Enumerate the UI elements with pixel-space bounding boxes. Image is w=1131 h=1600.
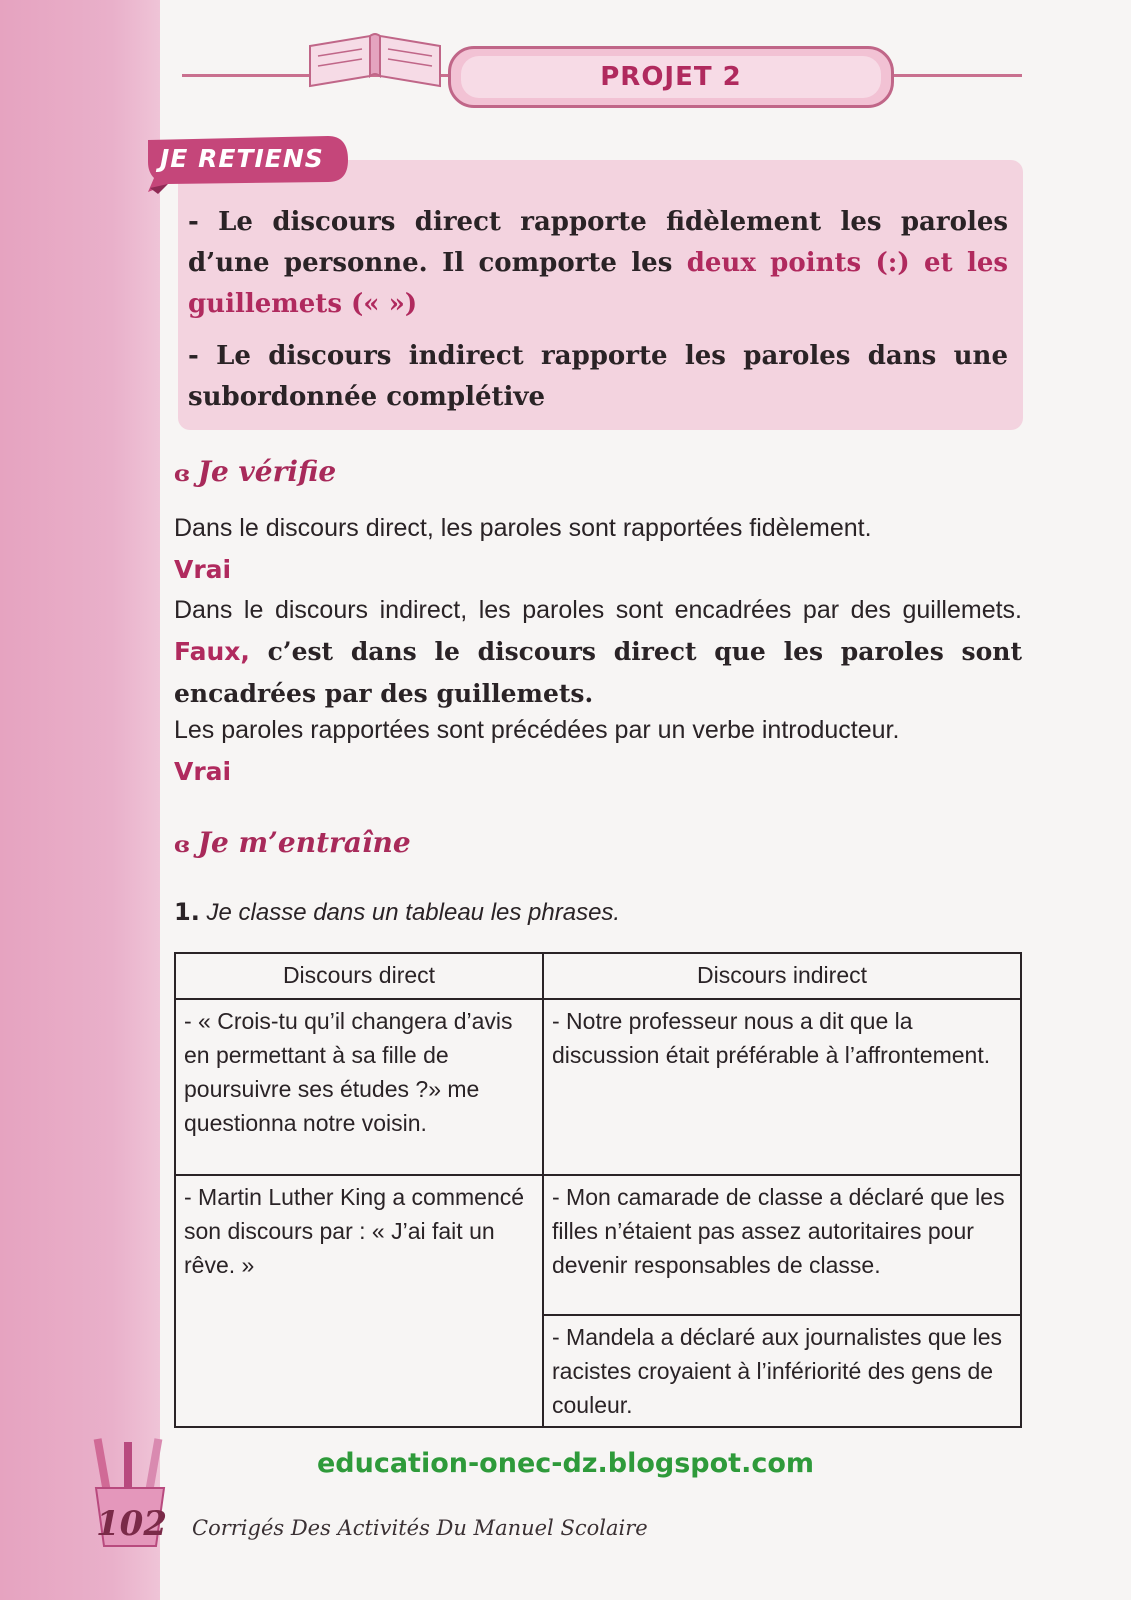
rule-indirect: - Le discours indirect rapporte les paroles dans une subordonnée complétive xyxy=(188,341,1008,412)
verifie-a1: Vrai xyxy=(174,555,232,584)
table-cell-indirect: - Mon camarade de classe a déclaré que les filles n’étaient pas assez autoritaires pour devenir responsables de classe. xyxy=(543,1175,1021,1315)
section-entraine xyxy=(174,826,411,859)
section-verifie-title: Je vérifie xyxy=(197,455,337,488)
project-title: PROJET 2 xyxy=(600,62,742,92)
exercise-text: Je classe dans un tableau les phrases. xyxy=(206,899,621,926)
table-header-row xyxy=(175,953,1021,999)
retiens-tag xyxy=(148,132,358,194)
table-cell-direct: - « Crois-tu qu’il changera d’avis en permettant à sa fille de poursuivre ses études ?» me questionna notre voisin. xyxy=(175,999,543,1175)
verifie-item-3 xyxy=(174,710,1022,792)
ornament-icon: ɞ xyxy=(174,461,190,487)
table-cell-indirect: - Notre professeur nous a dit que la discussion était préférable à l’affrontement. xyxy=(543,999,1021,1175)
verifie-a2-label: Faux, xyxy=(174,637,250,666)
rule-direct xyxy=(188,202,1008,325)
exercise-number: 1. xyxy=(174,898,200,926)
classification-table xyxy=(174,952,1022,1428)
section-entraine-title: Je m’entraîne xyxy=(197,826,411,859)
project-banner xyxy=(448,46,894,108)
table-cell-indirect: - Mandela a déclaré aux journalistes que les racistes croyaient à l’infériorité des gens de couleur. xyxy=(543,1315,1021,1427)
rule-direct-highlight: deux points (:) et les guillemets (« ») xyxy=(188,248,1008,319)
footer-note: Corrigés Des Activités Du Manuel Scolaire xyxy=(192,1516,648,1540)
verifie-a2-text: c’est dans le discours direct que les paroles sont encadrées par des guillemets. xyxy=(174,637,1022,708)
open-book-icon xyxy=(300,26,450,96)
page-number: 102 xyxy=(96,1504,167,1544)
ornament-icon: ɞ xyxy=(174,832,190,858)
table-row xyxy=(175,1175,1021,1315)
table-header-direct: Discours direct xyxy=(175,953,543,999)
rule-direct-text: - Le discours direct rapporte fidèlement les paroles d’une personne. Il comporte les xyxy=(188,207,1008,278)
side-band xyxy=(0,0,160,1600)
table-cell-direct: - Martin Luther King a commencé son discours par : « J’ai fait un rêve. » xyxy=(175,1175,543,1427)
verifie-q3: Les paroles rapportées sont précédées par un verbe introducteur. xyxy=(174,716,900,744)
verifie-item-1 xyxy=(174,508,1022,590)
section-verifie xyxy=(174,455,336,488)
verifie-q2: Dans le discours indirect, les paroles sont encadrées par des guillemets. xyxy=(174,596,1022,624)
verifie-item-2 xyxy=(174,590,1022,715)
retiens-label: JE RETIENS xyxy=(160,144,324,173)
footer-link[interactable]: education-onec-dz.blogspot.com xyxy=(316,1448,815,1479)
exercise-1 xyxy=(174,898,620,927)
verifie-a3: Vrai xyxy=(174,757,232,786)
verifie-q1: Dans le discours direct, les paroles sont rapportées fidèlement. xyxy=(174,514,872,542)
table-header-indirect: Discours indirect xyxy=(543,953,1021,999)
table-row xyxy=(175,999,1021,1175)
